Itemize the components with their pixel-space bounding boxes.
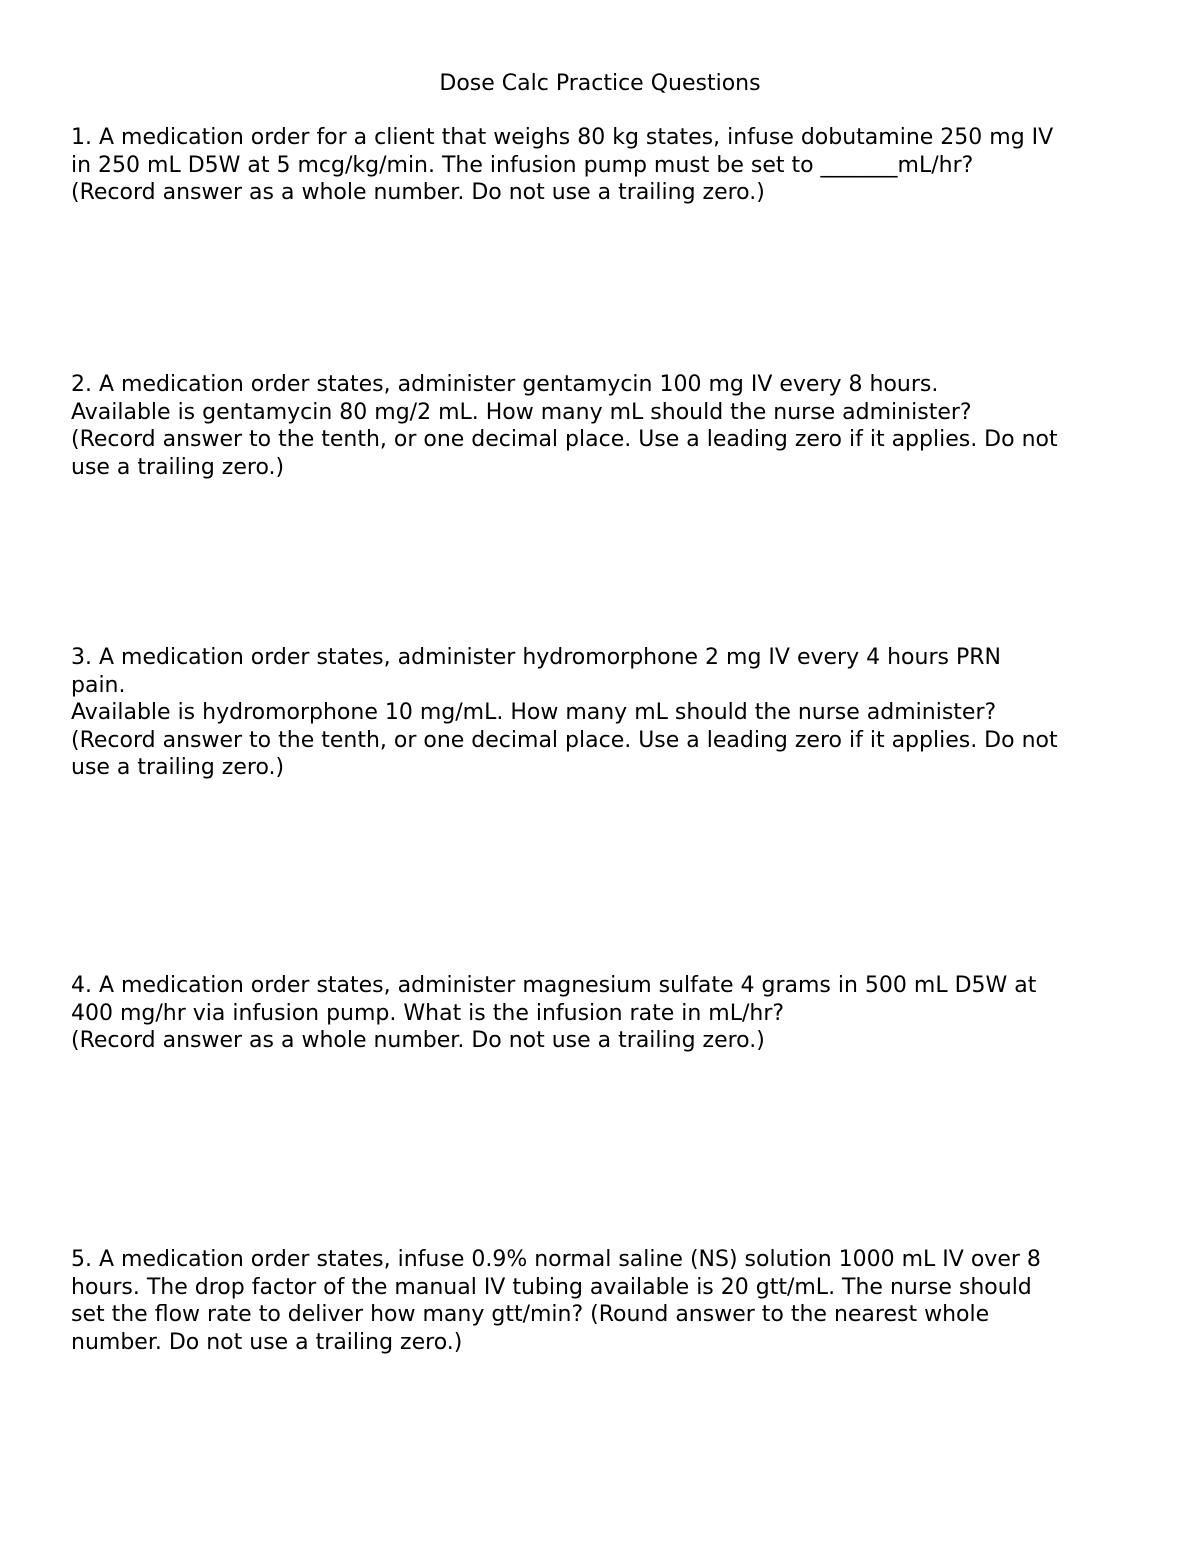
question-3-line-3: Available is hydromorphone 10 mg/mL. How many mL should the nurse administer? [71, 700, 997, 725]
question-4-line-3: (Record answer as a whole number. Do not use a trailing zero.) [71, 1028, 765, 1053]
document-title: Dose Calc Practice Questions [439, 71, 761, 96]
question-3-line-4: (Record answer to the tenth, or one decimal place. Use a leading zero if it applies. Do not [71, 727, 1058, 753]
question-2 [71, 371, 1141, 481]
question-5 [71, 1246, 1141, 1356]
question-3-line-1: 3. A medication order states, administer hydromorphone 2 mg IV every 4 hours PRN [71, 645, 1001, 670]
question-5-line-3: set the flow rate to deliver how many gtt/min? (Round answer to the nearest whole [71, 1302, 990, 1327]
question-1-line-3: (Record answer as a whole number. Do not use a trailing zero.) [71, 180, 765, 205]
question-3-line-5: use a trailing zero.) [71, 755, 285, 780]
question-1 [71, 124, 1141, 207]
question-4-line-2: 400 mg/hr via infusion pump. What is the infusion rate in mL/hr? [71, 1000, 785, 1026]
question-5-line-2: hours. The drop factor of the manual IV tubing available is 20 gtt/mL. The nurse should [71, 1274, 1032, 1300]
question-5-line-4: number. Do not use a trailing zero.) [71, 1329, 463, 1355]
question-2-line-2: Available is gentamycin 80 mg/2 mL. How many mL should the nurse administer? [71, 399, 972, 425]
question-1-line-2: in 250 mL D5W at 5 mcg/kg/min. The infusion pump must be set to _______mL/hr? [71, 152, 974, 178]
question-3-line-2: pain. [71, 672, 126, 698]
question-4 [71, 972, 1141, 1055]
question-5-line-1: 5. A medication order states, infuse 0.9% normal saline (NS) solution 1000 mL IV over 8 [71, 1247, 1041, 1272]
question-3 [71, 644, 1141, 782]
question-2-line-3: (Record answer to the tenth, or one decimal place. Use a leading zero if it applies. Do not [71, 427, 1058, 452]
question-2-line-1: 2. A medication order states, administer gentamycin 100 mg IV every 8 hours. [71, 372, 939, 397]
question-1-line-1: 1. A medication order for a client that weighs 80 kg states, infuse dobutamine 250 mg IV [71, 125, 1054, 150]
question-4-line-1: 4. A medication order states, administer magnesium sulfate 4 grams in 500 mL D5W at [71, 973, 1037, 998]
question-2-line-4: use a trailing zero.) [71, 454, 285, 480]
